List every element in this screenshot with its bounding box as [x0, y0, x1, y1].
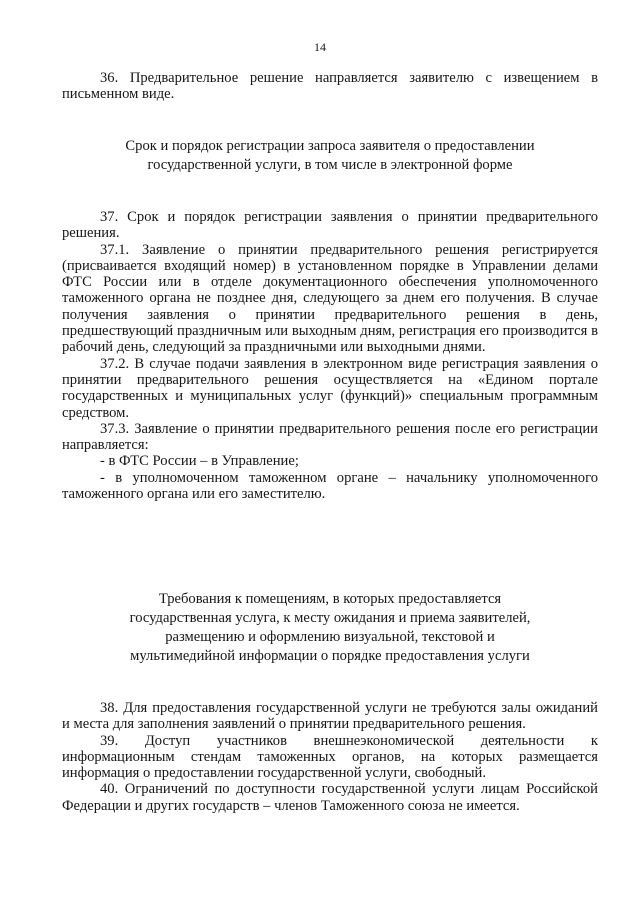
paragraph-37-1: 37.1. Заявление о принятии предварительного решения регистрируется (присваивается входящий номер) в установленном порядке в Управлении делами ФТС России или в отделе документационного обеспечения уполномоченного таможенного органа не позднее дня, следующего за днем его получения. В случае получения заявления о принятии предварительного решения в день, предшествующий праздничным или выходным дням, регистрация его производится в рабочий день, следующий за праздничными или выходными днями.	[62, 241, 598, 356]
paragraph-37: 37. Срок и порядок регистрации заявления о принятии предварительного решения.	[62, 209, 598, 242]
paragraph-36: 36. Предварительное решение направляется заявителю с извещением в письменном виде.	[62, 70, 598, 103]
paragraph-37-3-a: - в ФТС России – в Управление;	[100, 453, 299, 470]
section-p36	[62, 70, 598, 103]
section-heading-registration: Срок и порядок регистрации запроса заявителя о предоставлении государственной услуги, в том числе в электронной форме	[125, 138, 535, 173]
paragraph-37-3-b: - в уполномоченном таможенном органе – начальнику уполномоченного таможенного органа или его заместителю.	[62, 469, 598, 503]
paragraph-40: 40. Ограничений по доступности государственной услуги лицам Российской Федерации и других государств – членов Таможенного союза не имеется.	[62, 781, 598, 814]
paragraph-39: 39. Доступ участников внешнеэкономической деятельности к информационным стендам таможенных органов, на которых размещается информация о предоставлении государственной услуги, свободный.	[62, 732, 598, 782]
section-p37	[62, 209, 598, 502]
section-heading-premises: Требования к помещениям, в которых предоставляется государственная услуга, к месту ожидания и приема заявителей, размещению и оформлению визуальной, текстовой и мультимедийной информации о порядке предоставления услуги	[129, 591, 531, 664]
paragraph-37-2: 37.2. В случае подачи заявления в электронном виде регистрация заявления о принятии предварительного решения осуществляется на «Едином портале государственных и муниципальных услуг (функций)» специальным программным средством.	[62, 355, 598, 421]
page-number: 14	[314, 40, 326, 54]
paragraph-37-3: 37.3. Заявление о принятии предварительного решения после его регистрации направляется:	[62, 420, 598, 454]
paragraph-38: 38. Для предоставления государственной услуги не требуются залы ожиданий и места для заполнения заявлений о принятии предварительного решения.	[62, 700, 598, 733]
section-p38-40	[62, 700, 598, 814]
